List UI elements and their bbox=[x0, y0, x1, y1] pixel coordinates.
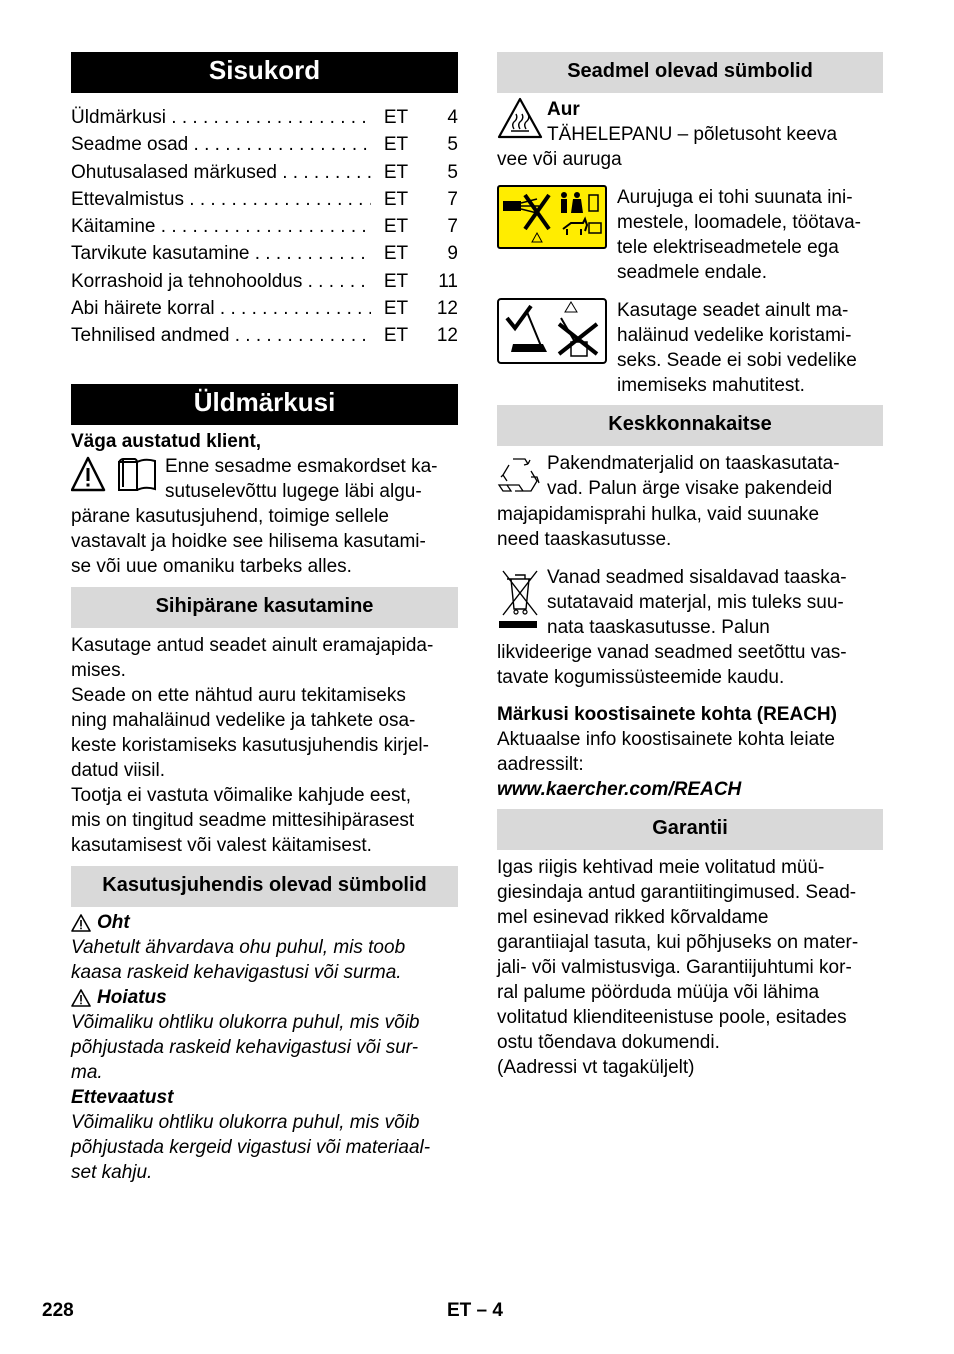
warning-triangle-icon bbox=[71, 914, 91, 932]
floor-symbol-block bbox=[497, 298, 883, 398]
text-line: majapidamisprahi hulka, vaid suunake bbox=[497, 504, 820, 525]
text-line: Kasutage antud seadet ainult eramajapida- bbox=[71, 634, 434, 656]
text-line: Kasutage seadet ainult ma- bbox=[617, 300, 849, 321]
toc-entry[interactable] bbox=[71, 186, 458, 213]
toc-entry-title: Üldmärkusi . . . bbox=[71, 104, 371, 131]
text-line: seks. Seade ei sobi vedelike bbox=[617, 350, 857, 371]
toc-entry-title: Abi häirete korral . . . bbox=[71, 295, 371, 322]
toc-entry-page: 12 bbox=[436, 298, 458, 320]
toc-entry[interactable] bbox=[71, 131, 458, 158]
steam-label: Aur bbox=[547, 99, 580, 120]
toc-entry[interactable] bbox=[71, 213, 458, 240]
danger-text: Vahetult ähvardava ohu puhul, mis toob bbox=[71, 936, 406, 958]
toc-entry-lang: ET bbox=[383, 216, 409, 238]
toc-entry-title: Ettevalmistus . . . bbox=[71, 186, 371, 213]
toc-entry-page: 4 bbox=[447, 107, 458, 128]
text-line: need taaskasutusse. bbox=[497, 529, 672, 550]
reach-block bbox=[497, 702, 883, 802]
jet-symbol-block bbox=[497, 185, 883, 285]
text-line: datud viisil. bbox=[71, 759, 165, 781]
text-line: Aurujuga ei tohi suunata ini- bbox=[617, 187, 853, 208]
toc-entry-lang: ET bbox=[383, 298, 409, 320]
floor-text bbox=[617, 298, 857, 398]
text-line: jali- või valmistusviga. Garantiijuhtumi kor- bbox=[497, 957, 852, 978]
manual-symbols-list bbox=[71, 911, 458, 1185]
warning-label: Hoiatus bbox=[97, 987, 167, 1009]
text-line: Seade on ette nähtud auru tekitamiseks bbox=[71, 684, 406, 706]
toc-entry-title: Ohutusalased märkused . . . bbox=[71, 159, 371, 186]
general-intro bbox=[71, 454, 458, 579]
packaging-block bbox=[497, 451, 883, 552]
reach-title: Märkusi koostisainete kohta (REACH) bbox=[497, 704, 837, 725]
toc-entry-title: Korrashoid ja tehnohooldus . . . bbox=[71, 268, 371, 295]
text-line: tele elektriseadmetele ega bbox=[617, 237, 839, 258]
toc-entry-page: 9 bbox=[447, 243, 458, 265]
toc-entry-lang: ET bbox=[383, 188, 409, 210]
toc-entry-page: 11 bbox=[438, 270, 458, 292]
text-line: tavate kogumissüsteemide kaudu. bbox=[497, 667, 785, 688]
toc-entry-lang: ET bbox=[383, 107, 409, 128]
danger-text: kaasa raskeid kehavigastusi või surma. bbox=[71, 961, 402, 983]
intended-use-text bbox=[71, 633, 458, 858]
device-symbols-heading: Seadmel olevad sümbolid bbox=[497, 52, 883, 93]
caution-text: set kahju. bbox=[71, 1161, 153, 1183]
toc-entry-title: Käitamine . . . bbox=[71, 213, 371, 240]
general-heading: Üldmärkusi bbox=[71, 384, 458, 425]
table-of-contents bbox=[71, 104, 458, 350]
salutation: Väga austatud klient, bbox=[71, 430, 262, 452]
text-line: Aktuaalse info koostisainete kohta leiate bbox=[497, 729, 835, 750]
toc-entry-lang: ET bbox=[383, 134, 409, 156]
warranty-heading: Garantii bbox=[497, 809, 883, 850]
intro-line: pärane kasutusjuhend, toimige sellele bbox=[71, 505, 389, 527]
intro-line: sutuselevõttu lugege läbi algu- bbox=[165, 480, 422, 502]
toc-entry-page: 7 bbox=[447, 216, 458, 238]
text-line: giesindaja antud garantiitingimused. Sead- bbox=[497, 882, 857, 903]
jet-text bbox=[617, 185, 861, 285]
danger-label: Oht bbox=[97, 912, 130, 934]
text-line: vad. Palun ärge visake pakendeid bbox=[547, 478, 833, 499]
warning-triangle-icon bbox=[71, 989, 91, 1007]
environment-heading: Keskkonnakaitse bbox=[497, 405, 883, 446]
text-line: keste koristamiseks kasutusjuhendis kirjel- bbox=[71, 734, 429, 756]
toc-entry-lang: ET bbox=[383, 243, 409, 265]
text-line: nata taaskasutusse. Palun bbox=[547, 617, 770, 638]
toc-entry-title: Tarvikute kasutamine . . . bbox=[71, 240, 371, 267]
steam-text: TÄHELEPANU – põletusoht keeva bbox=[547, 124, 838, 145]
text-line: mestele, loomadele, töötava- bbox=[617, 212, 861, 233]
text-line: aadressilt: bbox=[497, 754, 584, 775]
toc-entry-page: 12 bbox=[436, 325, 458, 347]
caution-label: Ettevaatust bbox=[71, 1086, 174, 1108]
text-line: kasutamisest või valest käitamisest. bbox=[71, 834, 372, 856]
text-line: imemiseks mahutitest. bbox=[617, 375, 805, 396]
intro-line: Enne sesadme esmakordset ka- bbox=[165, 455, 438, 477]
text-line: ral palume pöörduda müüja või lähima bbox=[497, 982, 820, 1003]
warning-manual-icon bbox=[71, 456, 159, 501]
text-line: likvideerige vanad seadmed seetõttu vas- bbox=[497, 642, 847, 663]
text-line: Pakendmaterjalid on taaskasutata- bbox=[547, 453, 840, 474]
warning-text: Võimaliku ohtliku olukorra puhul, mis võib bbox=[71, 1011, 420, 1033]
steam-text: vee või auruga bbox=[497, 149, 622, 170]
intended-use-heading: Sihipärane kasutamine bbox=[71, 587, 458, 628]
section-label: ET – 4 bbox=[447, 1300, 503, 1321]
toc-entry-lang: ET bbox=[383, 325, 409, 347]
toc-entry[interactable] bbox=[71, 322, 458, 349]
weee-block bbox=[497, 565, 883, 690]
danger-label-row bbox=[71, 911, 458, 935]
toc-entry[interactable] bbox=[71, 268, 458, 295]
warning-label-row bbox=[71, 986, 458, 1010]
reach-link[interactable]: www.kaercher.com/REACH bbox=[497, 779, 742, 800]
warning-text: ma. bbox=[71, 1061, 103, 1083]
warning-text: põhjustada raskeid kehavigastusi või sur- bbox=[71, 1036, 419, 1058]
toc-entry-lang: ET bbox=[383, 161, 409, 183]
toc-entry[interactable] bbox=[71, 159, 458, 186]
toc-entry-title: Seadme osad . . . bbox=[71, 131, 371, 158]
toc-entry-title: Tehnilised andmed . . . bbox=[71, 322, 371, 349]
text-line: volitatud klienditeenistuse poole, esitades bbox=[497, 1007, 847, 1028]
toc-entry[interactable] bbox=[71, 295, 458, 322]
intro-line: se või uue omaniku tarbeks alles. bbox=[71, 555, 352, 577]
text-line: sutatavaid materjal, mis tuleks suu- bbox=[547, 592, 844, 613]
floor-cleaning-only-icon bbox=[497, 298, 607, 398]
text-line: garantiiajal tasuta, kui põhjuseks on mater- bbox=[497, 932, 859, 953]
text-line: ning mahaläinud vedelike ja tahkete osa- bbox=[71, 709, 416, 731]
recycling-icon bbox=[497, 455, 541, 502]
text-line: haläinud vedelike koristami- bbox=[617, 325, 852, 346]
intro-line: vastavalt ja hoidke see hilisema kasutami- bbox=[71, 530, 426, 552]
hot-steam-warning-icon bbox=[497, 97, 543, 146]
toc-entry-lang: ET bbox=[383, 270, 409, 292]
text-line: mel esinevad rikked kõrvaldame bbox=[497, 907, 769, 928]
toc-entry[interactable] bbox=[71, 240, 458, 267]
text-line: Tootja ei vastuta võimalike kahjude eest, bbox=[71, 784, 412, 806]
text-line: mis on tingitud seadme mittesihipärasest bbox=[71, 809, 415, 831]
text-line: ostu tõendava dokumendi. bbox=[497, 1032, 720, 1053]
toc-heading: Sisukord bbox=[71, 52, 458, 93]
toc-entry-page: 5 bbox=[447, 134, 458, 156]
steam-jet-prohibition-icon bbox=[497, 185, 607, 285]
text-line: (Aadressi vt tagaküljelt) bbox=[497, 1057, 695, 1078]
text-line: Vanad seadmed sisaldavad taaska- bbox=[547, 567, 847, 588]
steam-symbol-block bbox=[497, 97, 883, 172]
left-column bbox=[71, 52, 458, 1185]
toc-entry-page: 7 bbox=[447, 188, 458, 210]
text-line: seadmele endale. bbox=[617, 262, 767, 283]
text-line: mises. bbox=[71, 659, 126, 681]
caution-text: põhjustada kergeid vigastusi või materiaal- bbox=[71, 1136, 431, 1158]
toc-entry[interactable] bbox=[71, 104, 458, 131]
toc-entry-page: 5 bbox=[447, 161, 458, 183]
right-column bbox=[497, 52, 883, 1080]
manual-symbols-heading: Kasutusjuhendis olevad sümbolid bbox=[71, 866, 458, 907]
caution-text: Võimaliku ohtliku olukorra puhul, mis võib bbox=[71, 1111, 420, 1133]
page-number: 228 bbox=[42, 1300, 74, 1321]
text-line: Igas riigis kehtivad meie volitatud müü- bbox=[497, 857, 825, 878]
warranty-text bbox=[497, 855, 883, 1080]
crossed-bin-icon bbox=[497, 567, 541, 636]
